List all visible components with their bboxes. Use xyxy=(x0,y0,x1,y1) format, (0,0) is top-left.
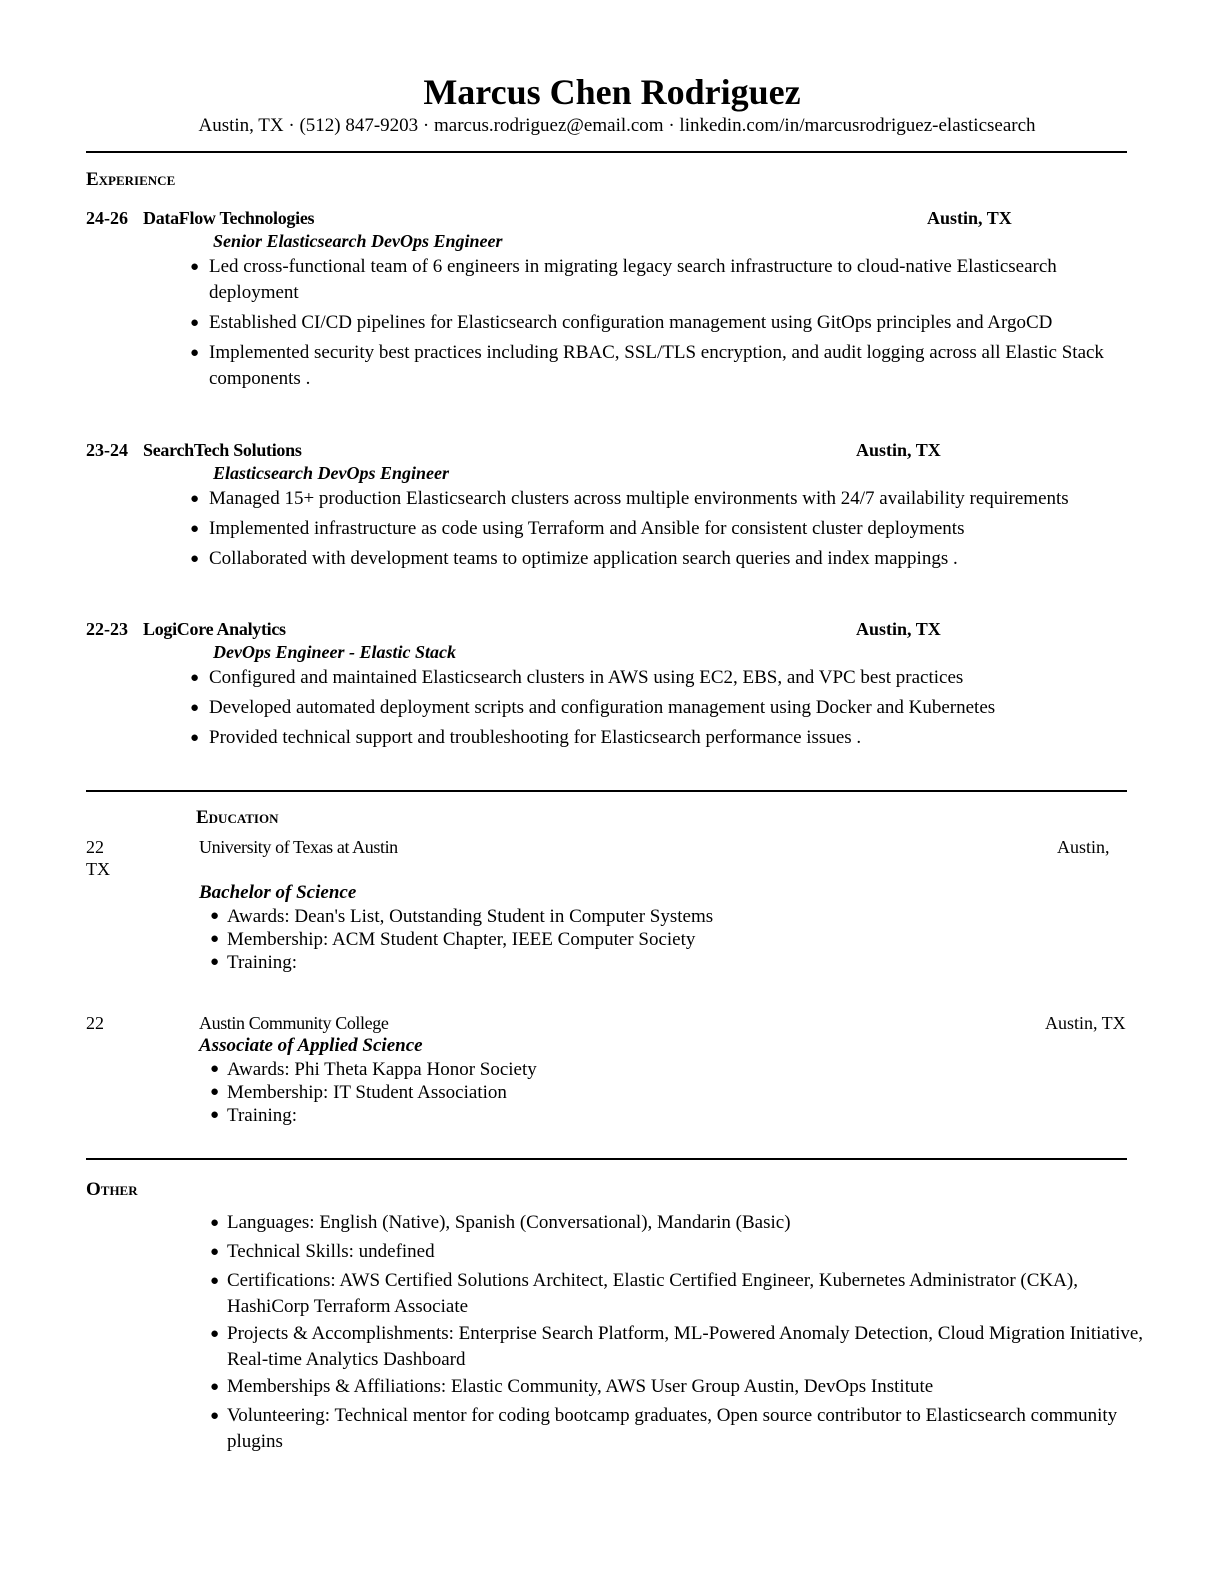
job-location: Austin, TX xyxy=(856,619,941,639)
other-bullet xyxy=(210,1403,1157,1455)
bullet-text: Established CI/CD pipelines for Elasticsearch configuration management using GitOps principles and ArgoCD xyxy=(209,312,1053,333)
education-bullet xyxy=(210,1058,537,1081)
other-bullet xyxy=(210,1268,1157,1320)
bullet-text: Memberships & Affiliations: Elastic Community, AWS User Group Austin, DevOps Institute xyxy=(227,1376,934,1397)
section-heading-experience: Experience xyxy=(86,169,176,190)
bullet-text: Implemented security best practices including RBAC, SSL/TLS encryption, and audit logging across all Elastic Stack components . xyxy=(209,342,1104,389)
bullet-icon: ● xyxy=(210,1379,220,1395)
bullet-icon: ● xyxy=(190,491,200,507)
other-bullet xyxy=(210,1239,1157,1265)
bullet-text: Membership: IT Student Association xyxy=(227,1082,507,1103)
job-bullet xyxy=(190,546,1139,572)
bullet-icon: ● xyxy=(210,1084,220,1100)
bullet-text: Projects & Accomplishments: Enterprise Search Platform, ML-Powered Anomaly Detection, Cloud Migration Initiative, Real-time Analytics Dashboard xyxy=(227,1323,1144,1370)
bullet-text: Provided technical support and troubleshooting for Elasticsearch performance issues . xyxy=(209,727,862,748)
bullet-text: Training: xyxy=(227,1105,298,1126)
education-date: 22 xyxy=(86,1013,104,1033)
education-location: Austin, xyxy=(1057,837,1110,857)
bullet-icon: ● xyxy=(210,1326,220,1342)
job-bullet xyxy=(190,486,1139,512)
bullet-icon: ● xyxy=(210,908,220,924)
education-bullet xyxy=(210,1081,507,1104)
bullet-text: Technical Skills: undefined xyxy=(227,1241,435,1262)
bullet-icon: ● xyxy=(210,1215,220,1231)
bullet-text: Membership: ACM Student Chapter, IEEE Computer Society xyxy=(227,929,696,950)
section-heading-education: Education xyxy=(196,807,279,828)
bullet-icon: ● xyxy=(210,1061,220,1077)
education-bullet xyxy=(210,951,297,974)
education-bullet xyxy=(210,1104,297,1127)
job-dates: 24-26 xyxy=(86,208,128,228)
job-bullet xyxy=(190,665,1139,691)
job-bullet xyxy=(190,725,1139,751)
education-bullet xyxy=(210,905,713,928)
job-title: Senior Elasticsearch DevOps Engineer xyxy=(213,231,503,251)
bullet-icon: ● xyxy=(210,1244,220,1260)
bullet-text: Certifications: AWS Certified Solutions Architect, Elastic Certified Engineer, Kubernetes Administrator (CKA), HashiCorp Terraform Associate xyxy=(227,1270,1078,1317)
bullet-icon: ● xyxy=(190,730,200,746)
section-divider xyxy=(86,790,1127,792)
bullet-icon: ● xyxy=(190,259,200,275)
other-bullet xyxy=(210,1374,1157,1400)
bullet-icon: ● xyxy=(190,521,200,537)
bullet-icon: ● xyxy=(210,1107,220,1123)
bullet-text: Implemented infrastructure as code using Terraform and Ansible for consistent cluster deployments xyxy=(209,518,965,539)
job-title: Elasticsearch DevOps Engineer xyxy=(213,463,449,483)
bullet-text: Led cross-functional team of 6 engineers in migrating legacy search infrastructure to cloud-native Elasticsearch deployment xyxy=(209,256,1057,303)
bullet-text: Developed automated deployment scripts and configuration management using Docker and Kubernetes xyxy=(209,697,996,718)
education-degree: Associate of Applied Science xyxy=(199,1035,423,1056)
bullet-icon: ● xyxy=(190,551,200,567)
education-date-wrap: TX xyxy=(86,859,110,879)
bullet-icon: ● xyxy=(190,315,200,331)
education-degree: Bachelor of Science xyxy=(199,882,357,903)
bullet-icon: ● xyxy=(210,931,220,947)
section-divider xyxy=(86,1158,1127,1160)
education-date: 22 xyxy=(86,837,104,857)
section-heading-other: Other xyxy=(86,1179,138,1200)
education-school: University of Texas at Austin xyxy=(199,837,398,857)
bullet-icon: ● xyxy=(210,954,220,970)
bullet-icon: ● xyxy=(190,700,200,716)
bullet-text: Managed 15+ production Elasticsearch clusters across multiple environments with 24/7 availability requirements xyxy=(209,488,1069,509)
job-location: Austin, TX xyxy=(856,440,941,460)
job-location: Austin, TX xyxy=(927,208,1012,228)
job-company: DataFlow Technologies xyxy=(143,208,315,228)
education-school: Austin Community College xyxy=(199,1013,389,1033)
job-bullet xyxy=(190,340,1139,392)
bullet-text: Volunteering: Technical mentor for coding bootcamp graduates, Open source contributor to Elasticsearch community plugins xyxy=(227,1405,1118,1452)
other-bullet xyxy=(210,1210,1157,1236)
job-bullet xyxy=(190,695,1139,721)
job-bullet xyxy=(190,516,1139,542)
bullet-icon: ● xyxy=(210,1408,220,1424)
other-bullet xyxy=(210,1321,1157,1373)
bullet-icon: ● xyxy=(190,345,200,361)
bullet-text: Configured and maintained Elasticsearch clusters in AWS using EC2, EBS, and VPC best practices xyxy=(209,667,964,688)
candidate-name: Marcus Chen Rodriguez xyxy=(423,72,801,112)
header-divider xyxy=(86,151,1127,153)
bullet-text: Collaborated with development teams to optimize application search queries and index mappings . xyxy=(209,548,958,569)
bullet-text: Languages: English (Native), Spanish (Conversational), Mandarin (Basic) xyxy=(227,1212,791,1233)
job-dates: 22-23 xyxy=(86,619,128,639)
bullet-text: Awards: Phi Theta Kappa Honor Society xyxy=(227,1059,537,1080)
job-company: SearchTech Solutions xyxy=(143,440,302,460)
bullet-icon: ● xyxy=(190,670,200,686)
job-bullet xyxy=(190,310,1139,336)
bullet-text: Training: xyxy=(227,952,298,973)
education-location: Austin, TX xyxy=(1045,1013,1126,1033)
bullet-text: Awards: Dean's List, Outstanding Student in Computer Systems xyxy=(227,906,714,927)
contact-line: Austin, TX · (512) 847-9203 · marcus.rodriguez@email.com · linkedin.com/in/marcusrodriguez-elasticsearch xyxy=(198,115,1036,136)
education-bullet xyxy=(210,928,695,951)
job-dates: 23-24 xyxy=(86,440,128,460)
bullet-icon: ● xyxy=(210,1273,220,1289)
job-title: DevOps Engineer - Elastic Stack xyxy=(213,642,456,662)
job-bullet xyxy=(190,254,1139,306)
job-company: LogiCore Analytics xyxy=(143,619,286,639)
